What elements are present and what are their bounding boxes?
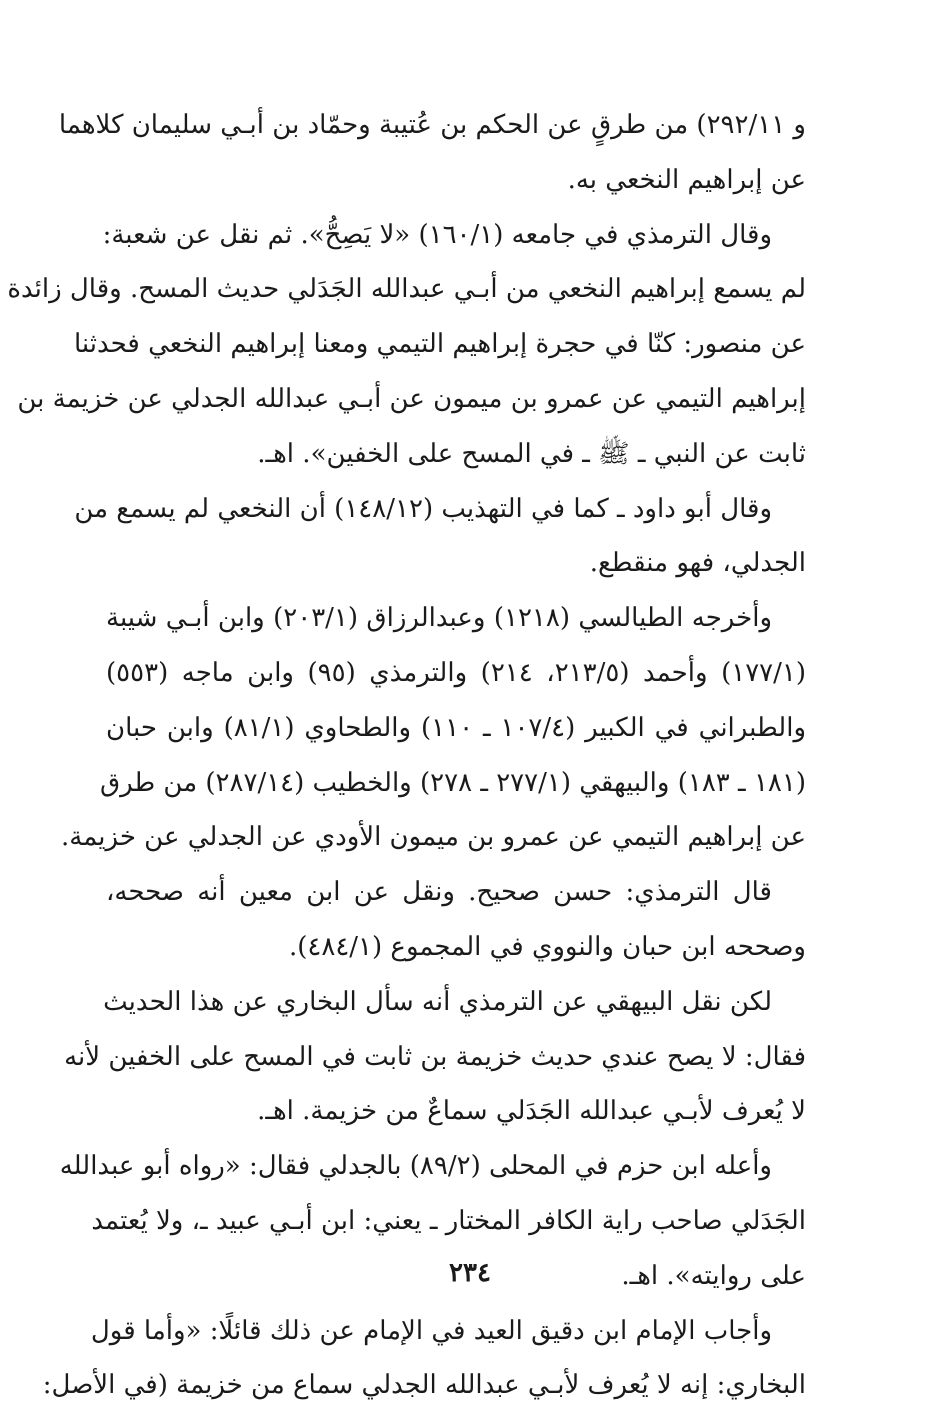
text-line: قال الترمذي: حسن صحيح. ونقل عن ابن معين أنه صححه، <box>106 877 772 908</box>
paragraph <box>74 482 806 592</box>
text-line: فقال: لا يصح عندي حديث خزيمة بن ثابت في المسح على الخفين لأنه <box>64 1041 806 1072</box>
text-line: وأعله ابن حزم في المحلى (٨٩/٢) بالجدلي فقال: «رواه أبو عبدالله <box>59 1151 772 1182</box>
text-line: عن إبراهيم التيمي عن عمرو بن ميمون الأودي عن الجدلي عن خزيمة. <box>61 822 806 853</box>
paragraph <box>42 1304 806 1413</box>
text-line: وقال الترمذي في جامعه (١٦٠/١) «لا يَصِحُّ». ثم نقل عن شعبة: <box>102 219 772 250</box>
paragraph <box>64 975 806 1139</box>
text-line: لكن نقل البيهقي عن الترمذي أنه سأل البخاري عن هذا الحديث <box>103 986 772 1017</box>
text-line: إبراهيم التيمي عن عمرو بن ميمون عن أبـي عبدالله الجدلي عن خزيمة بن <box>17 383 806 414</box>
text-line: عن إبراهيم النخعي به. <box>567 164 806 195</box>
text-line: وأخرجه الطيالسي (١٢١٨) وعبدالرزاق (٢٠٣/١) وابن أبـي شيبة <box>106 603 772 634</box>
text-line: وقال أبو داود ـ كما في التهذيب (١٤٨/١٢) أن النخعي لم يسمع من <box>74 493 772 524</box>
page-number: ٢٣٤ <box>449 1258 491 1288</box>
text-line: و ٢٩٢/١١) من طرقٍ عن الحكم بن عُتيبة وحمّاد بن أبـي سليمان كلاهما <box>58 110 806 140</box>
text-line: ثابت عن النبي ـ ﷺ ـ في المسح على الخفين». اهـ. <box>257 438 806 469</box>
paragraph <box>7 208 806 482</box>
text-line: لم يسمع إبراهيم النخعي من أبـي عبدالله الجَدَلي حديث المسح. وقال زائدة <box>7 274 806 305</box>
text-line: (١٧٧/١) وأحمد (٢١٣/٥، ٢١٤) والترمذي (٩٥) وابن ماجه (٥٥٣) <box>106 657 807 688</box>
paragraph <box>61 591 807 865</box>
text-line: لا يُعرف لأبـي عبدالله الجَدَلي سماعٌ من خزيمة. اهـ. <box>257 1096 806 1127</box>
text-line: الجَدَلي صاحب راية الكافر المختار ـ يعني: ابن أبـي عبيد ـ، ولا يُعتمد <box>91 1205 806 1236</box>
text-line: وأجاب الإمام ابن دقيق العيد في الإمام عن ذلك قائلًا: «وأما قول <box>90 1315 772 1346</box>
text-line: (١٨١ ـ ١٨٣) والبيهقي (٢٧٧/١ ـ ٢٧٨) والخطيب (٢٨٧/١٤) من طرق <box>99 767 806 798</box>
text-line: عن منصور: كنّا في حجرة إبراهيم التيمي ومعنا إبراهيم النخعي فحدثنا <box>73 329 806 360</box>
text-line: الجدلي، فهو منقطع. <box>589 548 806 579</box>
paragraph <box>106 865 806 975</box>
text-line: على روايته». اهـ. <box>621 1260 806 1291</box>
text-line: وصححه ابن حبان والنووي في المجموع (٤٨٤/١). <box>288 931 806 962</box>
text-line: البخاري: إنه لا يُعرف لأبـي عبدالله الجدلي سماع من خزيمة (في الأصل: <box>42 1370 806 1401</box>
paragraph <box>58 98 806 208</box>
text-line: والطبراني في الكبير (١٠٧/٤ ـ ١١٠) والطحاوي (٨١/١) وابن حبان <box>106 712 806 743</box>
body-text <box>7 98 807 1413</box>
